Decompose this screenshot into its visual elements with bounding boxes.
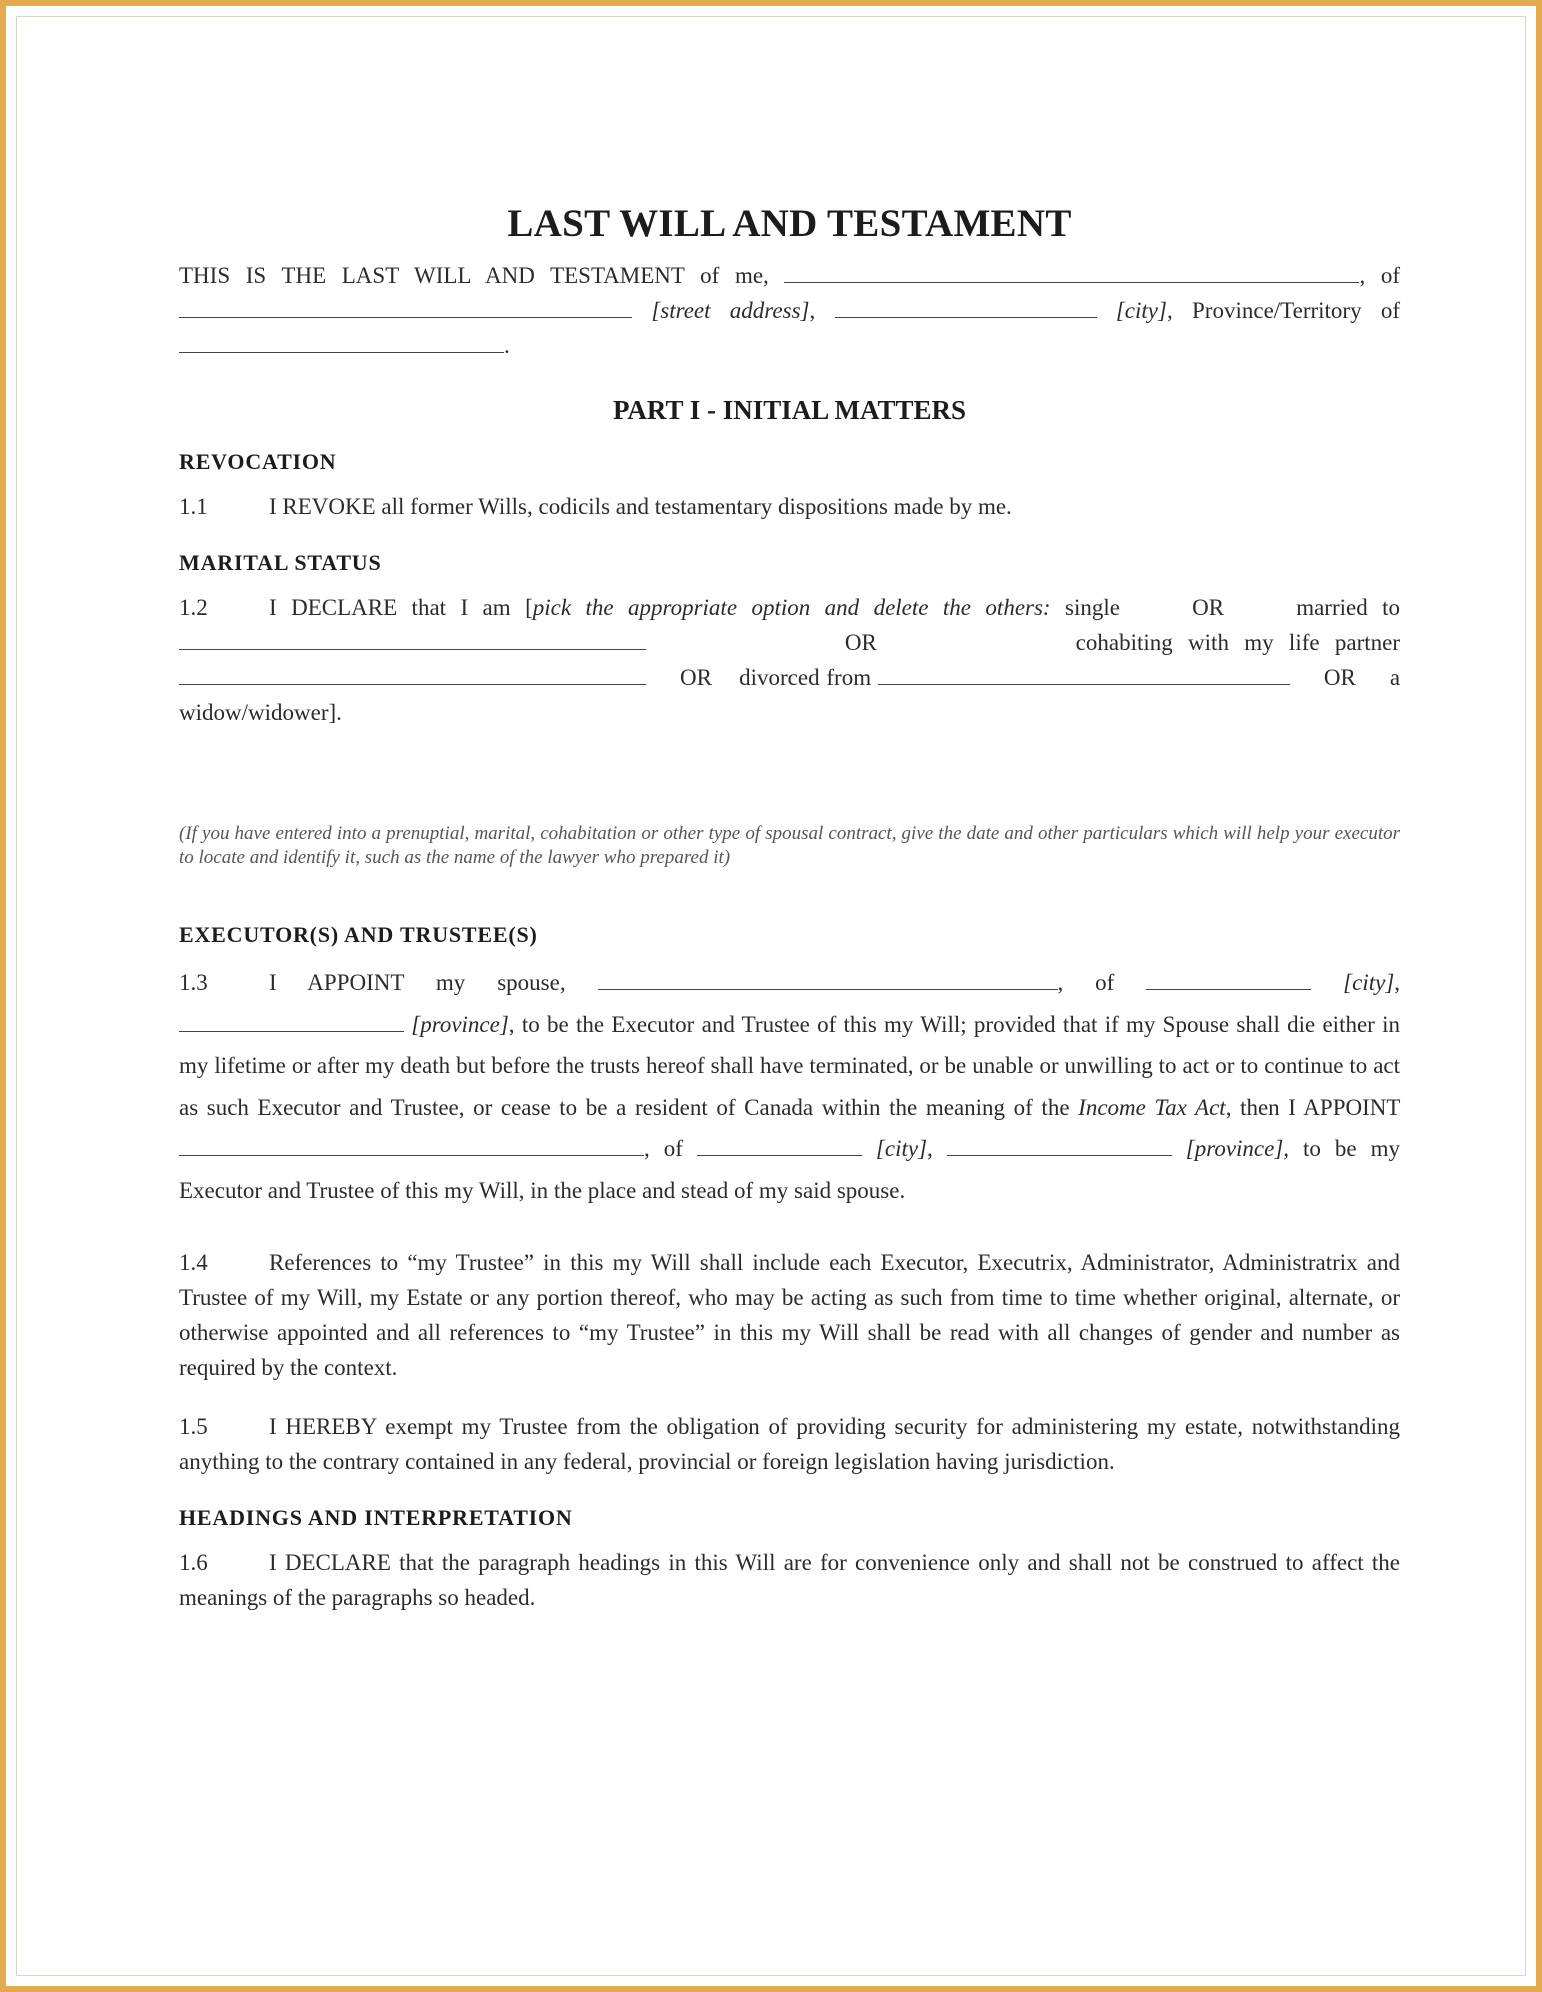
street-label: [street address] [651, 298, 810, 323]
executor-province-blank[interactable] [179, 1013, 404, 1032]
spouse-name-blank[interactable] [179, 631, 646, 650]
paragraph-1-1 [179, 489, 1400, 524]
executors-heading: EXECUTOR(S) AND TRUSTEE(S) [179, 922, 538, 947]
city-blank[interactable] [835, 299, 1097, 318]
name-blank[interactable] [784, 264, 1359, 283]
paragraph-number: 1.6 [179, 1550, 208, 1575]
paragraph-text: I REVOKE all former Wills, codicils and testamentary dispositions made by me. [269, 494, 1012, 519]
intro-of: , of [1359, 263, 1400, 288]
instruction-text: pick the appropriate option and delete the others: [532, 595, 1051, 620]
ex-spouse-blank[interactable] [878, 666, 1290, 685]
street-blank[interactable] [179, 299, 632, 318]
province-territory-text: Province/Territory of [1192, 298, 1401, 323]
paragraph-1-6: 1.6 I DECLARE that the paragraph headings in this Will are for convenience only and shall not be construed to affect the meanings of the paragraphs so headed. [179, 1545, 1400, 1615]
paragraph-number: 1.1 [179, 494, 208, 519]
paragraph-number: 1.5 [179, 1414, 208, 1439]
paragraph-1-3: 1.3 I APPOINT my spouse, , of [city], [province], to be the Executor and Trustee of this my Will; provided that if my Spouse shall die either in my lifetime or after my death but before the trusts hereof shall have terminated, or be unable or unwilling to act or to continue to act as such Executor and Trustee, or cease to be a resident of Canada within the meaning of the Income Tax Act, then I APPOINT , of [city], [province], to be my Executor and Trustee of this my Will, in the place and stead of my said spouse. [179, 962, 1400, 1211]
intro-text: THIS IS THE LAST WILL AND TESTAMENT of me, [179, 263, 769, 288]
headings-interpretation-heading: HEADINGS AND INTERPRETATION [179, 1505, 573, 1530]
spouse-executor-blank[interactable] [598, 971, 1058, 990]
paragraph-number: 1.2 [179, 595, 208, 620]
part-title: PART I - INITIAL MATTERS [612, 395, 967, 425]
revocation-heading: REVOCATION [179, 449, 337, 474]
paragraph-number: 1.4 [179, 1250, 208, 1275]
alternate-executor-blank[interactable] [179, 1137, 644, 1156]
alternate-province-blank[interactable] [947, 1137, 1172, 1156]
province-blank[interactable] [179, 334, 504, 353]
paragraph-1-4: 1.4 References to “my Trustee” in this my Will shall include each Executor, Executrix, Administrator, Administratrix and Trustee of my Will, my Estate or any portion thereof, who may be acting as such from time to time whether original, alternate, or otherwise appointed and all references to “my Trustee” in this my Will shall be read with all changes of gender and number as required by the context. [179, 1245, 1400, 1385]
document-title: LAST WILL AND TESTAMENT [507, 202, 1072, 245]
intro-paragraph: THIS IS THE LAST WILL AND TESTAMENT of me, , of [street address], [city], Province/Territory of . [179, 263, 1401, 358]
alternate-city-blank[interactable] [697, 1137, 862, 1156]
paragraph-number: 1.3 [179, 970, 208, 995]
spousal-contract-note: (If you have entered into a prenuptial, marital, cohabitation or other type of spousal contract, give the date and other particulars which will help your executor to locate and identify it, such as the name of the lawyer who prepared it) [179, 823, 1400, 868]
paragraph-1-5: 1.5 I HEREBY exempt my Trustee from the obligation of providing security for administering my estate, notwithstanding anything to the contrary contained in any federal, provincial or foreign legislation having jurisdiction. [179, 1409, 1400, 1479]
paragraph-1-2: 1.2 I DECLARE that I am [pick the appropriate option and delete the others: single OR married to OR cohabiting with my life partner OR divorced from OR a widow/widower]. [179, 590, 1400, 730]
partner-name-blank[interactable] [179, 666, 646, 685]
executor-city-blank[interactable] [1146, 971, 1311, 990]
income-tax-act: Income Tax Act [1078, 1094, 1226, 1120]
city-label: [city] [1115, 298, 1167, 323]
marital-status-heading: MARITAL STATUS [179, 550, 382, 575]
document-page [179, 200, 1400, 1615]
